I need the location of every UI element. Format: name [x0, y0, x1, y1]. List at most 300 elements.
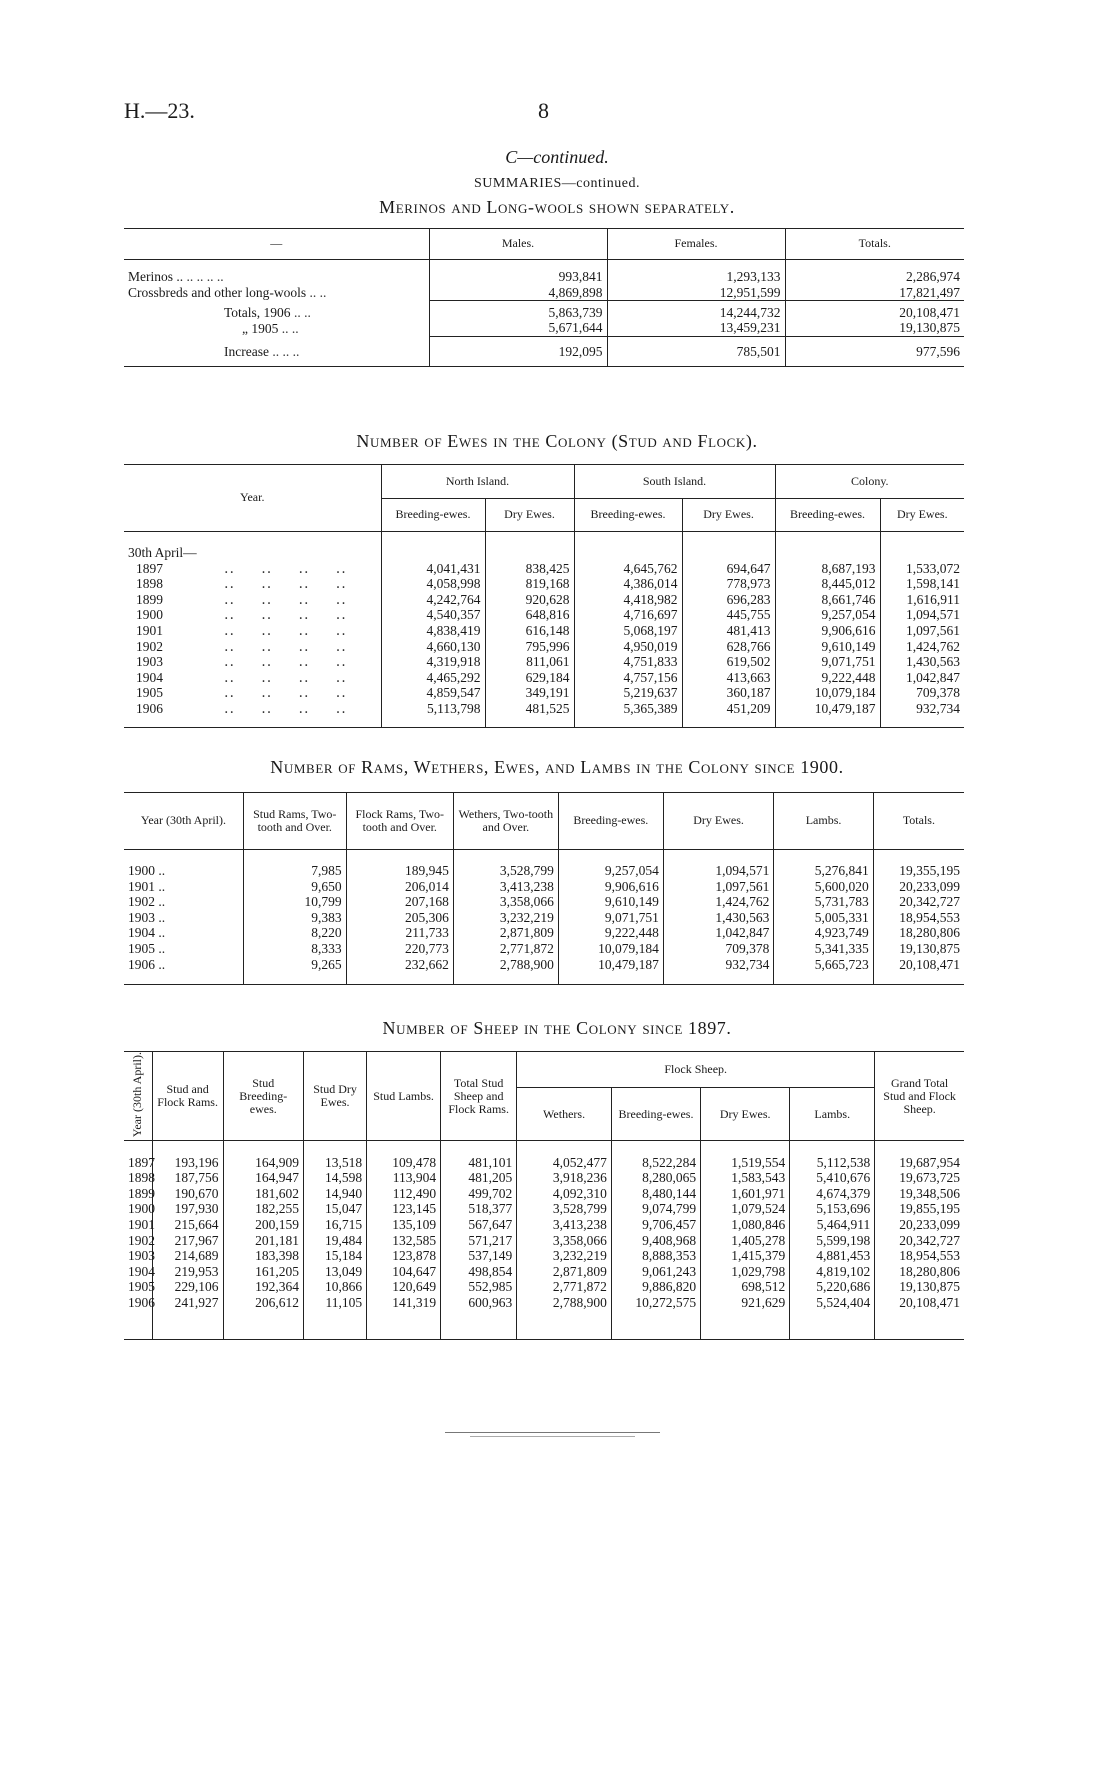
value-cell: 4,052,477 — [517, 1155, 612, 1171]
table-row — [124, 863, 964, 879]
value-cell: 349,191 — [485, 685, 574, 701]
value-cell: 648,816 — [485, 607, 574, 623]
value-cell: 20,342,727 — [875, 1233, 964, 1249]
table-row — [124, 1248, 964, 1264]
table-row — [124, 654, 964, 670]
table-row — [124, 894, 964, 910]
table3-head-lambs: Lambs. — [774, 793, 873, 849]
value-cell: 190,670 — [152, 1186, 223, 1202]
value-cell: 413,663 — [682, 670, 775, 686]
cell-females: 12,951,599 — [607, 285, 785, 301]
table3-head-dry-ewes: Dry Ewes. — [663, 793, 774, 849]
table-row — [124, 941, 964, 957]
value-cell: 4,540,357 — [381, 607, 485, 623]
value-cell: 451,209 — [682, 701, 775, 717]
table1-head-label: — — [124, 229, 429, 259]
value-cell: 8,280,065 — [611, 1170, 700, 1186]
year-cell: 1901 ․․ ․․ ․․ ․․ — [136, 622, 347, 638]
leader-dots: .. .. .. — [272, 343, 300, 359]
year-cell: 1902 — [128, 1232, 155, 1248]
value-cell: 1,424,762 — [663, 894, 774, 910]
value-cell: 9,650 — [243, 879, 346, 895]
value-cell: 5,365,389 — [574, 701, 682, 717]
end-rule — [470, 1436, 635, 1437]
rams-wethers-ewes-lambs-table — [124, 792, 964, 985]
table-row — [124, 957, 964, 973]
value-cell: 567,647 — [441, 1217, 517, 1233]
table1-head-totals: Totals. — [785, 229, 964, 259]
table1-head-males: Males. — [429, 229, 607, 259]
value-cell: 629,184 — [485, 670, 574, 686]
page-number: 8 — [538, 98, 549, 123]
table-row — [124, 1170, 964, 1186]
table-row — [124, 1201, 964, 1217]
value-cell: 5,276,841 — [774, 863, 873, 879]
value-cell: 1,424,762 — [880, 639, 964, 655]
year-cell: 1901 — [128, 1216, 155, 1232]
table2-sub-head: Breeding-ewes. — [775, 498, 880, 531]
cell-females: 13,459,231 — [607, 320, 785, 336]
value-cell: 1,583,543 — [701, 1170, 790, 1186]
value-cell: 3,358,066 — [517, 1233, 612, 1249]
table-row — [124, 576, 964, 592]
row-label: Crossbreds and other long-wools — [128, 284, 307, 300]
table3-head-stud-rams: Stud Rams, Two-tooth and Over. — [243, 793, 346, 849]
value-cell: 14,940 — [304, 1186, 367, 1202]
table-row — [124, 670, 964, 686]
value-cell: 694,647 — [682, 561, 775, 577]
value-cell: 4,242,764 — [381, 592, 485, 608]
value-cell: 481,525 — [485, 701, 574, 717]
value-cell: 1,415,379 — [701, 1248, 790, 1264]
value-cell: 600,963 — [441, 1295, 517, 1311]
table-row — [124, 1217, 964, 1233]
cell-females: 785,501 — [607, 336, 785, 366]
value-cell: 10,479,187 — [775, 701, 880, 717]
value-cell: 4,660,130 — [381, 639, 485, 655]
value-cell: 1,079,524 — [701, 1201, 790, 1217]
value-cell: 1,430,563 — [663, 910, 774, 926]
value-cell: 183,398 — [223, 1248, 304, 1264]
value-cell: 1,080,846 — [701, 1217, 790, 1233]
value-cell: 616,148 — [485, 623, 574, 639]
value-cell: 4,751,833 — [574, 654, 682, 670]
value-cell: 4,465,292 — [381, 670, 485, 686]
value-cell: 9,408,968 — [611, 1233, 700, 1249]
cell-totals: 19,130,875 — [785, 320, 964, 336]
cell-totals: 20,108,471 — [785, 305, 964, 321]
table4-sub-head: Wethers. — [517, 1088, 612, 1141]
value-cell: 229,106 — [152, 1279, 223, 1295]
value-cell: 10,866 — [304, 1279, 367, 1295]
value-cell: 9,906,616 — [558, 879, 663, 895]
value-cell: 1,430,563 — [880, 654, 964, 670]
value-cell: 8,480,144 — [611, 1186, 700, 1202]
value-cell: 5,113,798 — [381, 701, 485, 717]
value-cell: 696,283 — [682, 592, 775, 608]
table2-sub-head: Breeding-ewes. — [574, 498, 682, 531]
year-cell: 1906 .. — [128, 956, 166, 972]
value-cell: 220,773 — [346, 941, 453, 957]
continued-heading: C—continued. — [505, 147, 609, 167]
table2-sub-head: Dry Ewes. — [485, 498, 574, 531]
value-cell: 2,788,900 — [517, 1295, 612, 1311]
value-cell: 499,702 — [441, 1186, 517, 1202]
value-cell: 13,049 — [304, 1264, 367, 1280]
value-cell: 189,945 — [346, 863, 453, 879]
value-cell: 10,272,575 — [611, 1295, 700, 1311]
year-cell: 1905 — [128, 1279, 155, 1295]
year-cell: 1905 ․․ ․․ ․․ ․․ — [136, 685, 347, 701]
table4-head-stud-breeding: Stud Breeding-ewes. — [223, 1052, 304, 1141]
value-cell: 206,612 — [223, 1295, 304, 1311]
table2-sub-head: Dry Ewes. — [880, 498, 964, 531]
value-cell: 5,220,686 — [790, 1279, 875, 1295]
value-cell: 3,413,238 — [517, 1217, 612, 1233]
value-cell: 4,757,156 — [574, 670, 682, 686]
value-cell: 4,058,998 — [381, 576, 485, 592]
cell-males: 5,863,739 — [429, 305, 607, 321]
value-cell: 5,410,676 — [790, 1170, 875, 1186]
value-cell: 19,355,195 — [873, 863, 964, 879]
value-cell: 2,788,900 — [453, 957, 558, 973]
value-cell: 3,232,219 — [517, 1248, 612, 1264]
value-cell: 1,519,554 — [701, 1155, 790, 1171]
table4-sub-head: Breeding-ewes. — [611, 1088, 700, 1141]
value-cell: 8,661,746 — [775, 592, 880, 608]
value-cell: 628,766 — [682, 639, 775, 655]
leader-dots: ․․ ․․ ․․ ․․ — [224, 591, 347, 607]
year-cell: 1897 ․․ ․․ ․․ ․․ — [136, 560, 347, 576]
value-cell: 5,153,696 — [790, 1201, 875, 1217]
value-cell: 18,954,553 — [873, 910, 964, 926]
leader-dots: ․․ ․․ ․․ ․․ — [224, 622, 347, 638]
row-label: „ 1905 — [242, 320, 279, 336]
leader-dots: ․․ ․․ ․․ ․․ — [224, 700, 347, 716]
value-cell: 9,257,054 — [558, 863, 663, 879]
table2-sub-head: Breeding-ewes. — [381, 498, 485, 531]
value-cell: 1,094,571 — [880, 607, 964, 623]
value-cell: 2,871,809 — [517, 1264, 612, 1280]
value-cell: 5,464,911 — [790, 1217, 875, 1233]
year-cell: 1906 ․․ ․․ ․․ ․․ — [136, 700, 347, 716]
value-cell: 10,079,184 — [775, 685, 880, 701]
year-cell: 1899 — [128, 1185, 155, 1201]
value-cell: 14,598 — [304, 1170, 367, 1186]
year-cell: 1903 — [128, 1248, 155, 1264]
table2-head-colony: Colony. — [775, 465, 964, 498]
table-row — [124, 336, 964, 366]
value-cell: 16,715 — [304, 1217, 367, 1233]
value-cell: 709,378 — [663, 941, 774, 957]
table-row — [124, 1233, 964, 1249]
value-cell: 109,478 — [367, 1155, 441, 1171]
value-cell: 4,859,547 — [381, 685, 485, 701]
value-cell: 5,600,020 — [774, 879, 873, 895]
value-cell: 360,187 — [682, 685, 775, 701]
value-cell: 2,771,872 — [517, 1279, 612, 1295]
table-row — [124, 320, 964, 336]
value-cell: 1,029,798 — [701, 1264, 790, 1280]
value-cell: 9,074,799 — [611, 1201, 700, 1217]
value-cell: 219,953 — [152, 1264, 223, 1280]
table-row — [124, 1279, 964, 1295]
year-cell: 1903 ․․ ․․ ․․ ․․ — [136, 654, 347, 670]
table4-sub-head: Lambs. — [790, 1088, 875, 1141]
year-cell: 1902 ․․ ․․ ․․ ․․ — [136, 638, 347, 654]
year-cell: 1900 .. — [128, 863, 166, 878]
value-cell: 1,601,971 — [701, 1186, 790, 1202]
value-cell: 1,097,561 — [880, 623, 964, 639]
value-cell: 5,005,331 — [774, 910, 873, 926]
value-cell: 9,222,448 — [775, 670, 880, 686]
value-cell: 445,755 — [682, 607, 775, 623]
table4-head-total-stud: Total Stud Sheep and Flock Rams. — [441, 1052, 517, 1141]
value-cell: 161,205 — [223, 1264, 304, 1280]
value-cell: 192,364 — [223, 1279, 304, 1295]
value-cell: 795,996 — [485, 639, 574, 655]
leader-dots: ․․ ․․ ․․ ․․ — [224, 576, 347, 592]
value-cell: 1,616,911 — [880, 592, 964, 608]
table3-head-wethers: Wethers, Two-tooth and Over. — [453, 793, 558, 849]
value-cell: 571,217 — [441, 1233, 517, 1249]
table-row — [124, 285, 964, 301]
value-cell: 5,599,198 — [790, 1233, 875, 1249]
table2-title: Number of Ewes in the Colony (Stud and Flock). — [356, 431, 758, 451]
table-row — [124, 623, 964, 639]
value-cell: 8,522,284 — [611, 1155, 700, 1171]
table4-head-grand-total: Grand Total Stud and Flock Sheep. — [875, 1052, 964, 1141]
table4-head-rams: Stud and Flock Rams. — [152, 1052, 223, 1141]
value-cell: 193,196 — [152, 1155, 223, 1171]
value-cell: 4,418,982 — [574, 592, 682, 608]
value-cell: 5,665,723 — [774, 957, 873, 973]
value-cell: 1,598,141 — [880, 576, 964, 592]
value-cell: 206,014 — [346, 879, 453, 895]
value-cell: 201,181 — [223, 1233, 304, 1249]
value-cell: 205,306 — [346, 910, 453, 926]
cell-females: 1,293,133 — [607, 269, 785, 285]
value-cell: 4,319,918 — [381, 654, 485, 670]
value-cell: 104,647 — [367, 1264, 441, 1280]
end-rule — [445, 1432, 660, 1433]
year-cell: 1904 — [128, 1263, 155, 1279]
value-cell: 20,233,099 — [875, 1217, 964, 1233]
value-cell: 3,358,066 — [453, 894, 558, 910]
value-cell: 498,854 — [441, 1264, 517, 1280]
value-cell: 4,923,749 — [774, 925, 873, 941]
value-cell: 1,097,561 — [663, 879, 774, 895]
cell-totals: 17,821,497 — [785, 285, 964, 301]
value-cell: 5,524,404 — [790, 1295, 875, 1311]
value-cell: 4,674,379 — [790, 1186, 875, 1202]
cell-males: 5,671,644 — [429, 320, 607, 336]
value-cell: 3,918,236 — [517, 1170, 612, 1186]
year-cell: 1901 .. — [128, 878, 166, 894]
value-cell: 4,838,419 — [381, 623, 485, 639]
value-cell: 1,533,072 — [880, 561, 964, 577]
value-cell: 9,906,616 — [775, 623, 880, 639]
value-cell: 4,041,431 — [381, 561, 485, 577]
value-cell: 9,383 — [243, 910, 346, 926]
value-cell: 3,528,799 — [517, 1201, 612, 1217]
value-cell: 19,348,506 — [875, 1186, 964, 1202]
year-cell: 1906 — [128, 1294, 155, 1310]
value-cell: 1,405,278 — [701, 1233, 790, 1249]
row-label: Merinos .. — [128, 269, 184, 284]
value-cell: 1,042,847 — [663, 925, 774, 941]
value-cell: 9,071,751 — [775, 654, 880, 670]
value-cell: 9,886,820 — [611, 1279, 700, 1295]
year-cell: 1904 .. — [128, 925, 166, 941]
value-cell: 9,061,243 — [611, 1264, 700, 1280]
value-cell: 481,413 — [682, 623, 775, 639]
value-cell: 215,664 — [152, 1217, 223, 1233]
summaries-heading: SUMMARIES—continued. — [474, 176, 640, 191]
value-cell: 811,061 — [485, 654, 574, 670]
leader-dots: ․․ ․․ ․․ ․․ — [224, 607, 347, 623]
table3-head-breeding-ewes: Breeding-ewes. — [558, 793, 663, 849]
value-cell: 5,731,783 — [774, 894, 873, 910]
value-cell: 19,484 — [304, 1233, 367, 1249]
table-row — [124, 925, 964, 941]
value-cell: 9,071,751 — [558, 910, 663, 926]
value-cell: 709,378 — [880, 685, 964, 701]
table-row — [124, 607, 964, 623]
value-cell: 20,108,471 — [875, 1295, 964, 1311]
value-cell: 9,222,448 — [558, 925, 663, 941]
value-cell: 3,413,238 — [453, 879, 558, 895]
table4-head-year: Year (30th April). — [130, 1052, 145, 1138]
value-cell: 537,149 — [441, 1248, 517, 1264]
table-row — [124, 305, 964, 321]
date-label: 30th April— — [128, 545, 197, 560]
value-cell: 481,101 — [441, 1155, 517, 1171]
year-cell: 1897 — [128, 1154, 155, 1170]
value-cell: 214,689 — [152, 1248, 223, 1264]
value-cell: 20,233,099 — [873, 879, 964, 895]
value-cell: 5,341,335 — [774, 941, 873, 957]
value-cell: 819,168 — [485, 576, 574, 592]
value-cell: 4,386,014 — [574, 576, 682, 592]
value-cell: 19,687,954 — [875, 1155, 964, 1171]
table1-title: Merinos and Long-wools shown separately. — [379, 197, 735, 217]
value-cell: 19,130,875 — [873, 941, 964, 957]
year-cell: 1898 — [128, 1170, 155, 1186]
leader-dots: ․․ ․․ ․․ ․․ — [224, 685, 347, 701]
value-cell: 241,927 — [152, 1295, 223, 1311]
table2-sub-head: Dry Ewes. — [682, 498, 775, 531]
value-cell: 18,280,806 — [875, 1264, 964, 1280]
value-cell: 164,947 — [223, 1170, 304, 1186]
value-cell: 8,445,012 — [775, 576, 880, 592]
value-cell: 120,649 — [367, 1279, 441, 1295]
value-cell: 15,184 — [304, 1248, 367, 1264]
value-cell: 4,092,310 — [517, 1186, 612, 1202]
table-row — [124, 1295, 964, 1311]
value-cell: 481,205 — [441, 1170, 517, 1186]
table-row — [124, 1186, 964, 1202]
leader-dots: .. .. — [309, 284, 327, 300]
value-cell: 5,068,197 — [574, 623, 682, 639]
value-cell: 921,629 — [701, 1295, 790, 1311]
leader-dots: ․․ ․․ ․․ ․․ — [224, 669, 347, 685]
table3-head-totals: Totals. — [873, 793, 964, 849]
table2-head-north: North Island. — [381, 465, 574, 498]
cell-totals: 977,596 — [785, 336, 964, 366]
value-cell: 1,042,847 — [880, 670, 964, 686]
table-row — [124, 269, 964, 285]
year-cell: 1903 .. — [128, 909, 166, 925]
sheep-table — [124, 1051, 964, 1340]
value-cell: 207,168 — [346, 894, 453, 910]
value-cell: 518,377 — [441, 1201, 517, 1217]
value-cell: 4,950,019 — [574, 639, 682, 655]
value-cell: 113,904 — [367, 1170, 441, 1186]
value-cell: 20,342,727 — [873, 894, 964, 910]
cell-males: 4,869,898 — [429, 285, 607, 301]
leader-dots: ․․ ․․ ․․ ․․ — [224, 654, 347, 670]
leader-dots: ․․ ․․ ․․ ․․ — [224, 560, 347, 576]
value-cell: 8,888,353 — [611, 1248, 700, 1264]
value-cell: 141,319 — [367, 1295, 441, 1311]
value-cell: 11,105 — [304, 1295, 367, 1311]
year-cell: 1904 ․․ ․․ ․․ ․․ — [136, 669, 347, 685]
year-cell: 1902 .. — [128, 894, 166, 910]
value-cell: 217,967 — [152, 1233, 223, 1249]
year-cell: 1899 ․․ ․․ ․․ ․․ — [136, 591, 347, 607]
table3-title: Number of Rams, Wethers, Ewes, and Lambs in the Colony since 1900. — [270, 757, 844, 777]
value-cell: 619,502 — [682, 654, 775, 670]
value-cell: 200,159 — [223, 1217, 304, 1233]
value-cell: 3,528,799 — [453, 863, 558, 879]
year-cell: 1898 ․․ ․․ ․․ ․․ — [136, 576, 347, 592]
table4-title: Number of Sheep in the Colony since 1897. — [382, 1018, 732, 1038]
value-cell: 187,756 — [152, 1170, 223, 1186]
cell-males: 993,841 — [429, 269, 607, 285]
value-cell: 4,716,697 — [574, 607, 682, 623]
value-cell: 9,265 — [243, 957, 346, 973]
value-cell: 10,479,187 — [558, 957, 663, 973]
value-cell: 181,602 — [223, 1186, 304, 1202]
value-cell: 19,673,725 — [875, 1170, 964, 1186]
value-cell: 2,771,872 — [453, 941, 558, 957]
value-cell: 8,220 — [243, 925, 346, 941]
table-row — [124, 1264, 964, 1280]
value-cell: 4,645,762 — [574, 561, 682, 577]
value-cell: 9,610,149 — [775, 639, 880, 655]
value-cell: 164,909 — [223, 1155, 304, 1171]
table-row — [124, 592, 964, 608]
value-cell: 132,585 — [367, 1233, 441, 1249]
year-cell: 1900 ․․ ․․ ․․ ․․ — [136, 607, 347, 623]
value-cell: 20,108,471 — [873, 957, 964, 973]
leader-dots: ․․ ․․ ․․ ․․ — [224, 638, 347, 654]
value-cell: 698,512 — [701, 1279, 790, 1295]
value-cell: 112,490 — [367, 1186, 441, 1202]
value-cell: 19,130,875 — [875, 1279, 964, 1295]
value-cell: 9,610,149 — [558, 894, 663, 910]
cell-females: 14,244,732 — [607, 305, 785, 321]
value-cell: 19,855,195 — [875, 1201, 964, 1217]
value-cell: 18,954,553 — [875, 1248, 964, 1264]
value-cell: 4,881,453 — [790, 1248, 875, 1264]
value-cell: 552,985 — [441, 1279, 517, 1295]
ewes-table — [124, 464, 964, 728]
value-cell: 2,871,809 — [453, 925, 558, 941]
table-row — [124, 910, 964, 926]
value-cell: 15,047 — [304, 1201, 367, 1217]
